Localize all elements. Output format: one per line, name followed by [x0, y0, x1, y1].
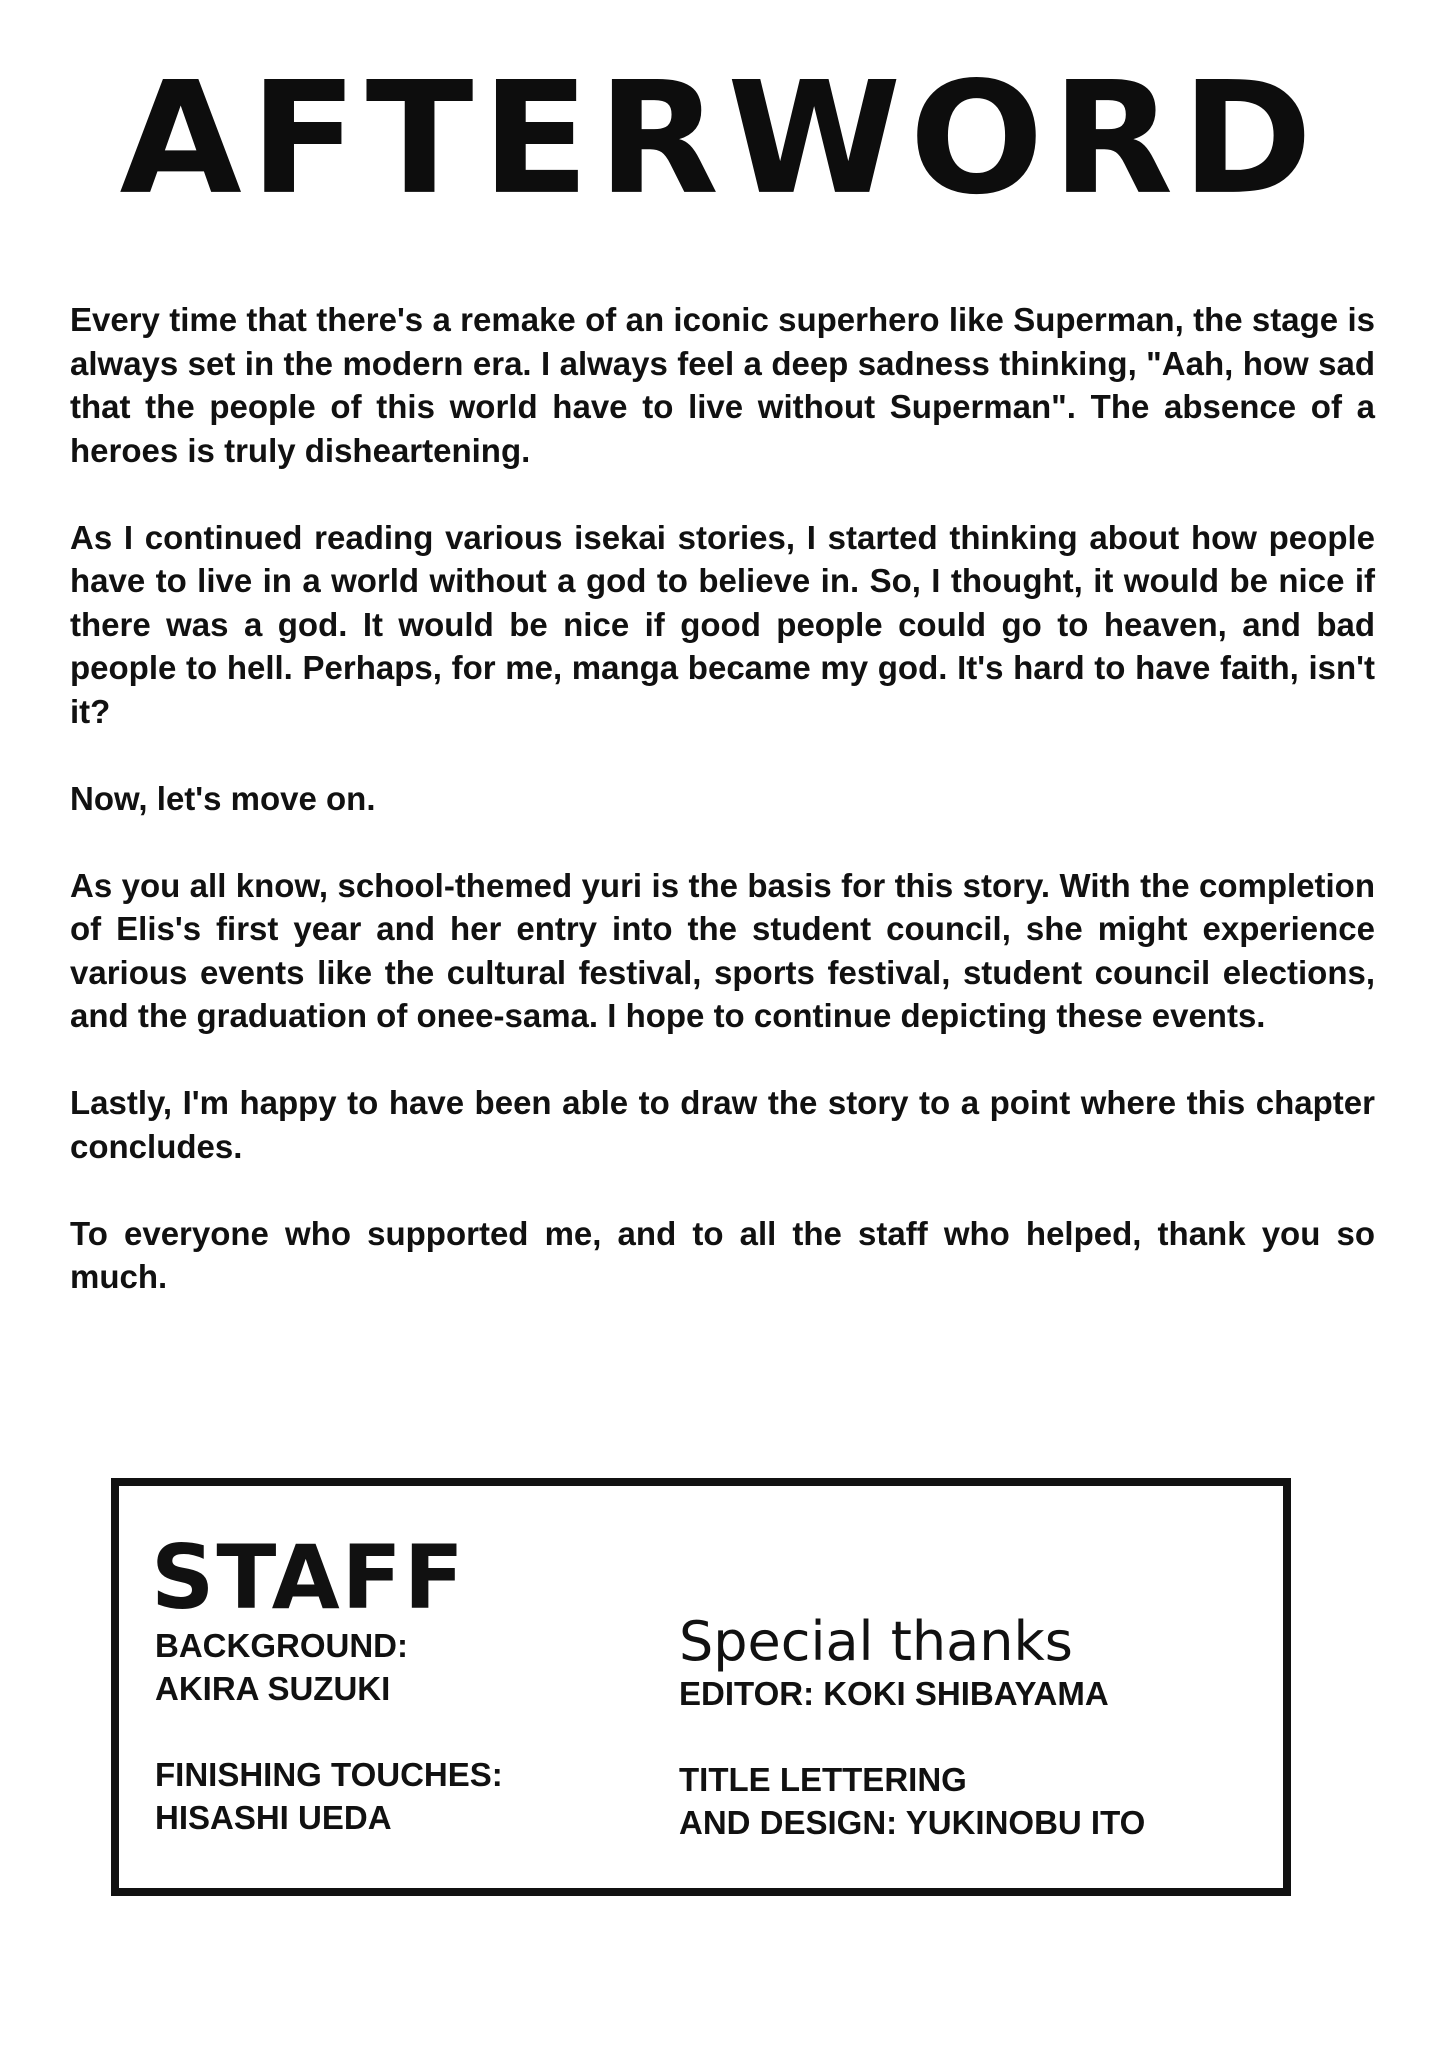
staff-column	[155, 1624, 503, 1839]
paragraph-thanks: To everyone who supported me, and to all the staff who helped, thank you so much.	[70, 1214, 1375, 1295]
spacer	[679, 1715, 1145, 1758]
finishing-name: HISASHI UEDA	[155, 1799, 392, 1836]
paragraph-lastly: Lastly, I'm happy to have been able to draw the story to a point where this chapter concludes.	[70, 1084, 1375, 1165]
background-label: BACKGROUND:	[155, 1627, 408, 1664]
background-name: AKIRA SUZUKI	[155, 1670, 391, 1707]
paragraph-superman: Every time that there's a remake of an iconic superhero like Superman, the stage is always set in the modern era. I always feel a deep sadness thinking, "Aah, how sad that the people of this world have to live without Superman". The absence of a heroes is truly disheartening.	[70, 301, 1375, 469]
page-title: AFTERWORD	[119, 48, 1321, 230]
paragraph-school-yuri: As you all know, school-themed yuri is the basis for this story. With the completion of Elis's first year and her entry into the student council, she might experience various events like the cultural festival, sports festival, student council elections, and the graduation of onee-sama. I hope to continue depicting these events.	[70, 866, 1375, 1034]
finishing-label: FINISHING TOUCHES:	[155, 1756, 503, 1793]
afterword-body	[70, 298, 1375, 1299]
paragraph-move-on: Now, let's move on.	[70, 779, 376, 817]
paragraph-isekai-god: As I continued reading various isekai stories, I started thinking about how people have to live in a world without a god to believe in. So, I thought, it would be nice if there was a god. It would be nice if good people could go to heaven, and bad people to hell. Perhaps, for me, manga became my god. It's hard to have faith, isn't it?	[70, 518, 1375, 730]
spacer	[155, 1710, 503, 1753]
staff-credits-box	[111, 1478, 1291, 1896]
title-lettering-credit-line2: AND DESIGN: YUKINOBU ITO	[679, 1804, 1146, 1841]
title-lettering-credit-line1: TITLE LETTERING	[679, 1761, 967, 1798]
editor-credit: EDITOR: KOKI SHIBAYAMA	[679, 1675, 1109, 1712]
staff-heading: STAFF	[151, 1526, 466, 1629]
special-thanks-column	[679, 1612, 1145, 1844]
special-thanks-heading: Special thanks	[679, 1610, 1073, 1673]
